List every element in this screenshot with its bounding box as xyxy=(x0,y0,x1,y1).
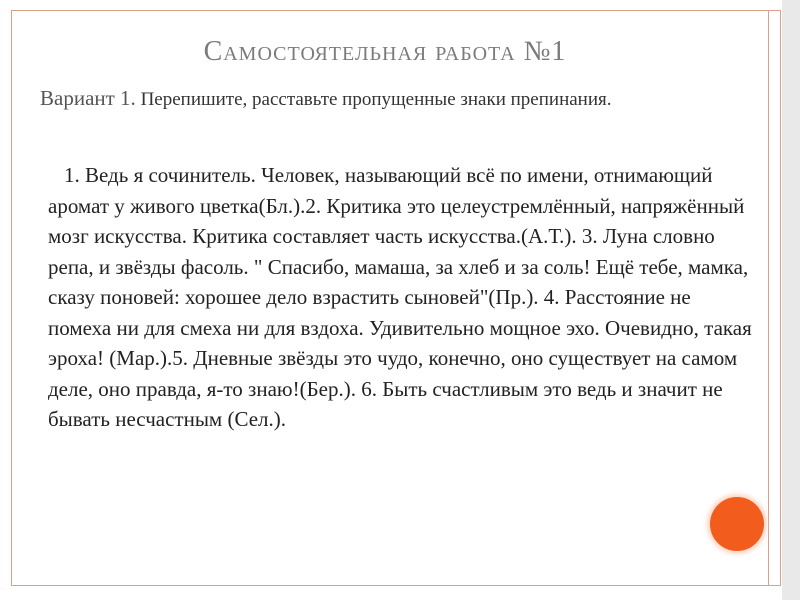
frame-rule xyxy=(768,10,769,586)
exercise-text: 1. Ведь я сочинитель. Человек, называющий всё по имени, отнимающий аромат у живого цветка(Бл.).2. Критика это целеустремлённый, напряжённый мозг искусства. Критика составляет часть искусства.(А.Т.). 3. Луна словно репа, и звёзды фасоль. " Спасибо, мамаша, за хлеб и за соль! Ещё тебе, мамка, сказу поновей: хорошее дело взрастить сыновей"(Пр.). 4. Расстояние не помеха ни для смеха ни для вздоха. Удивительно мощное эхо. Очевидно, такая эроха! (Мар.).5. Дневные звёзды это чудо, конечно, оно существует на самом деле, оно правда, я-то знаю!(Бер.). 6. Быть счастливым это ведь и значит не бывать несчастным (Сел.). xyxy=(48,163,752,431)
decorative-circle xyxy=(710,497,764,551)
right-margin-band xyxy=(782,0,800,600)
variant-label: Вариант 1. xyxy=(40,86,136,110)
slide-title: Самостоятельная работа №1 xyxy=(203,36,567,67)
assignment-instruction xyxy=(40,84,690,114)
instruction-text: Перепишите, расставьте пропущенные знаки препинания. xyxy=(135,89,612,110)
